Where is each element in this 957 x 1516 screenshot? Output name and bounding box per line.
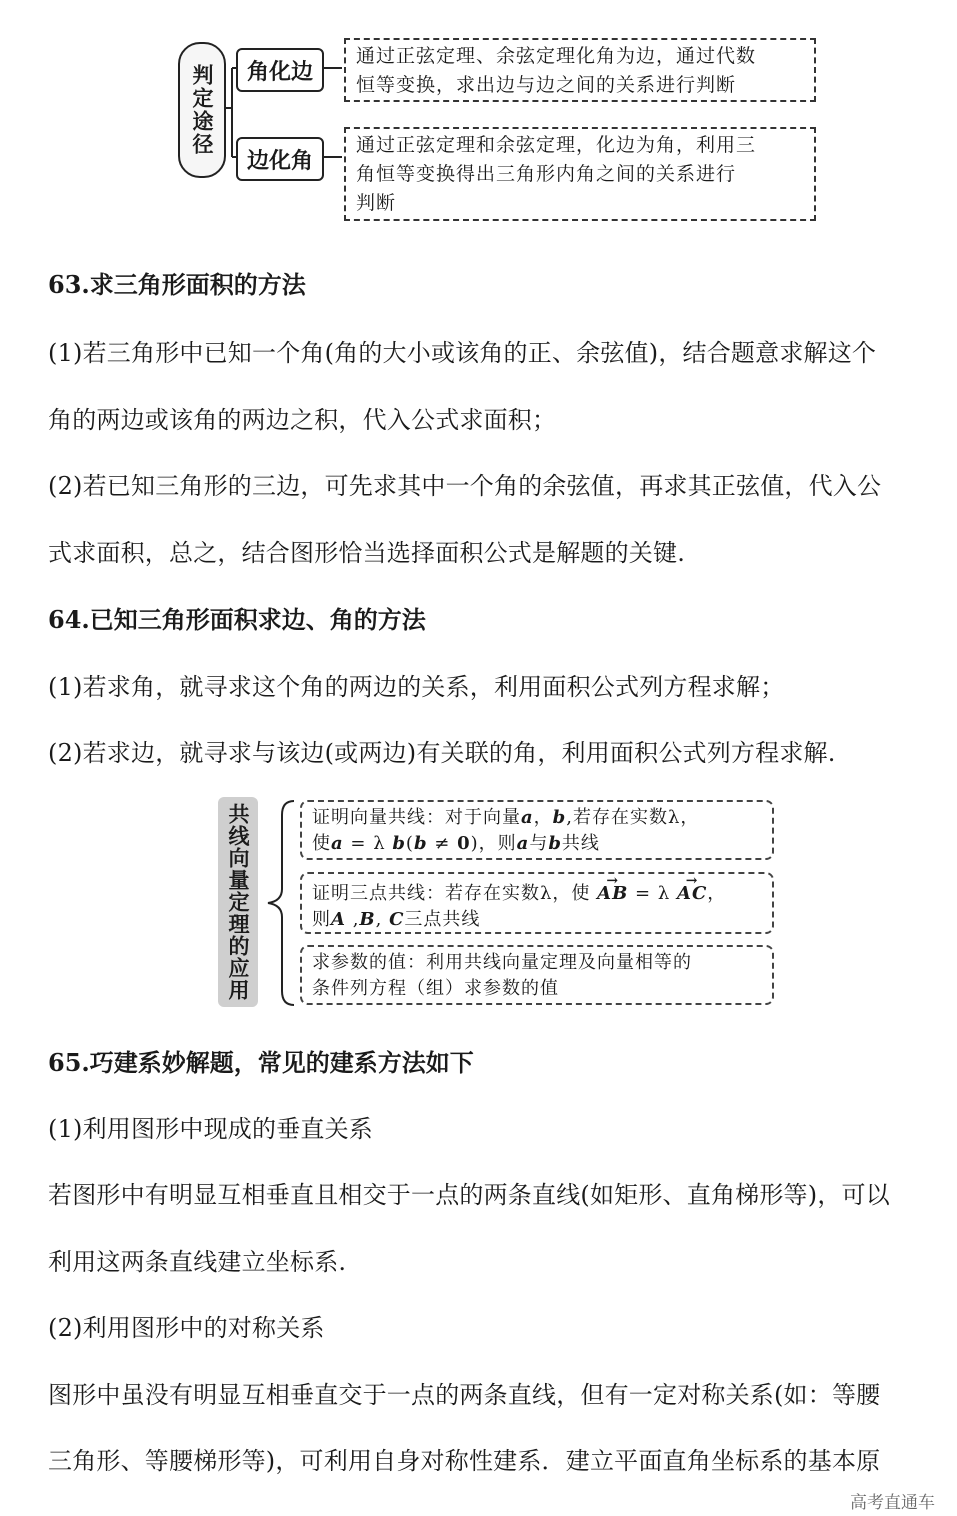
section-65-sub1-line1: 若图形中有明显互相垂直且相交于一点的两条直线(如矩形、直角梯形等)，可以 [48, 1181, 890, 1209]
vector-ab: → AB [597, 883, 628, 904]
section-65-sub2-line2: 三角形、等腰梯形等)，可利用自身对称性建系．建立平面直角坐标系的基本原 [48, 1447, 881, 1475]
parameter-value-box: 求参数的值：利用共线向量定理及向量相等的 条件列方程（组）求参数的值 [300, 945, 774, 1005]
section-65-sub2-line1: 图形中虽没有明显互相垂直交于一点的两条直线，但有一定对称关系(如：等腰 [48, 1381, 881, 1409]
branch-side-to-angle: 边化角 [236, 137, 324, 181]
section-65-sub1-line2: 利用这两条直线建立坐标系. [48, 1248, 347, 1276]
section-65-title: 65.巧建系妙解题，常见的建系方法如下 [48, 1048, 474, 1077]
brace-icon [258, 797, 302, 1009]
section-63-title: 63.求三角形面积的方法 [48, 270, 306, 299]
branch-angle-to-side-desc: 通过正弦定理、余弦定理化角为边，通过代数 恒等变换，求出边与边之间的关系进行判断 [344, 38, 816, 102]
diagram-root: 判定途径 [178, 42, 226, 178]
section-65-sub1: (1)利用图形中现成的垂直关系 [48, 1115, 373, 1143]
section-64-p2: (2)若求边，就寻求与该边(或两边)有关联的角，利用面积公式列方程求解. [48, 739, 836, 767]
section-64-p1: (1)若求角，就寻求这个角的两边的关系，利用面积公式列方程求解； [48, 673, 785, 701]
watermark: 高考直通车 [850, 1493, 935, 1513]
three-points-collinear-box: 证明三点共线：若存在实数λ，使 → AB = λ → AC， 则A ,B, C三点共线 [300, 872, 774, 934]
section-65-sub2: (2)利用图形中的对称关系 [48, 1314, 325, 1342]
vector-ac: → AC [677, 883, 707, 904]
branch-angle-to-side: 角化边 [236, 48, 324, 92]
section-63-p2-line1: (2)若已知三角形的三边，可先求其中一个角的余弦值，再求其正弦值，代入公 [48, 472, 882, 500]
diagram2-root: 共线向量定理的应用 [218, 797, 258, 1007]
section-63-p2-line2: 式求面积，总之，结合图形恰当选择面积公式是解题的关键. [48, 539, 686, 567]
collinear-vectors-box: 证明向量共线：对于向量a，b,若存在实数λ， 使a = λ b(b ≠ 0)，则a与b共线 [300, 800, 774, 860]
section-63-p1-line1: (1)若三角形中已知一个角(角的大小或该角的正、余弦值)，结合题意求解这个 [48, 339, 877, 367]
section-63-p1-line2: 角的两边或该角的两边之积，代入公式求面积； [48, 406, 557, 434]
section-64-title: 64.已知三角形面积求边、角的方法 [48, 605, 426, 634]
branch-side-to-angle-desc: 通过正弦定理和余弦定理，化边为角，利用三 角恒等变换得出三角形内角之间的关系进行 判断 [344, 127, 816, 221]
